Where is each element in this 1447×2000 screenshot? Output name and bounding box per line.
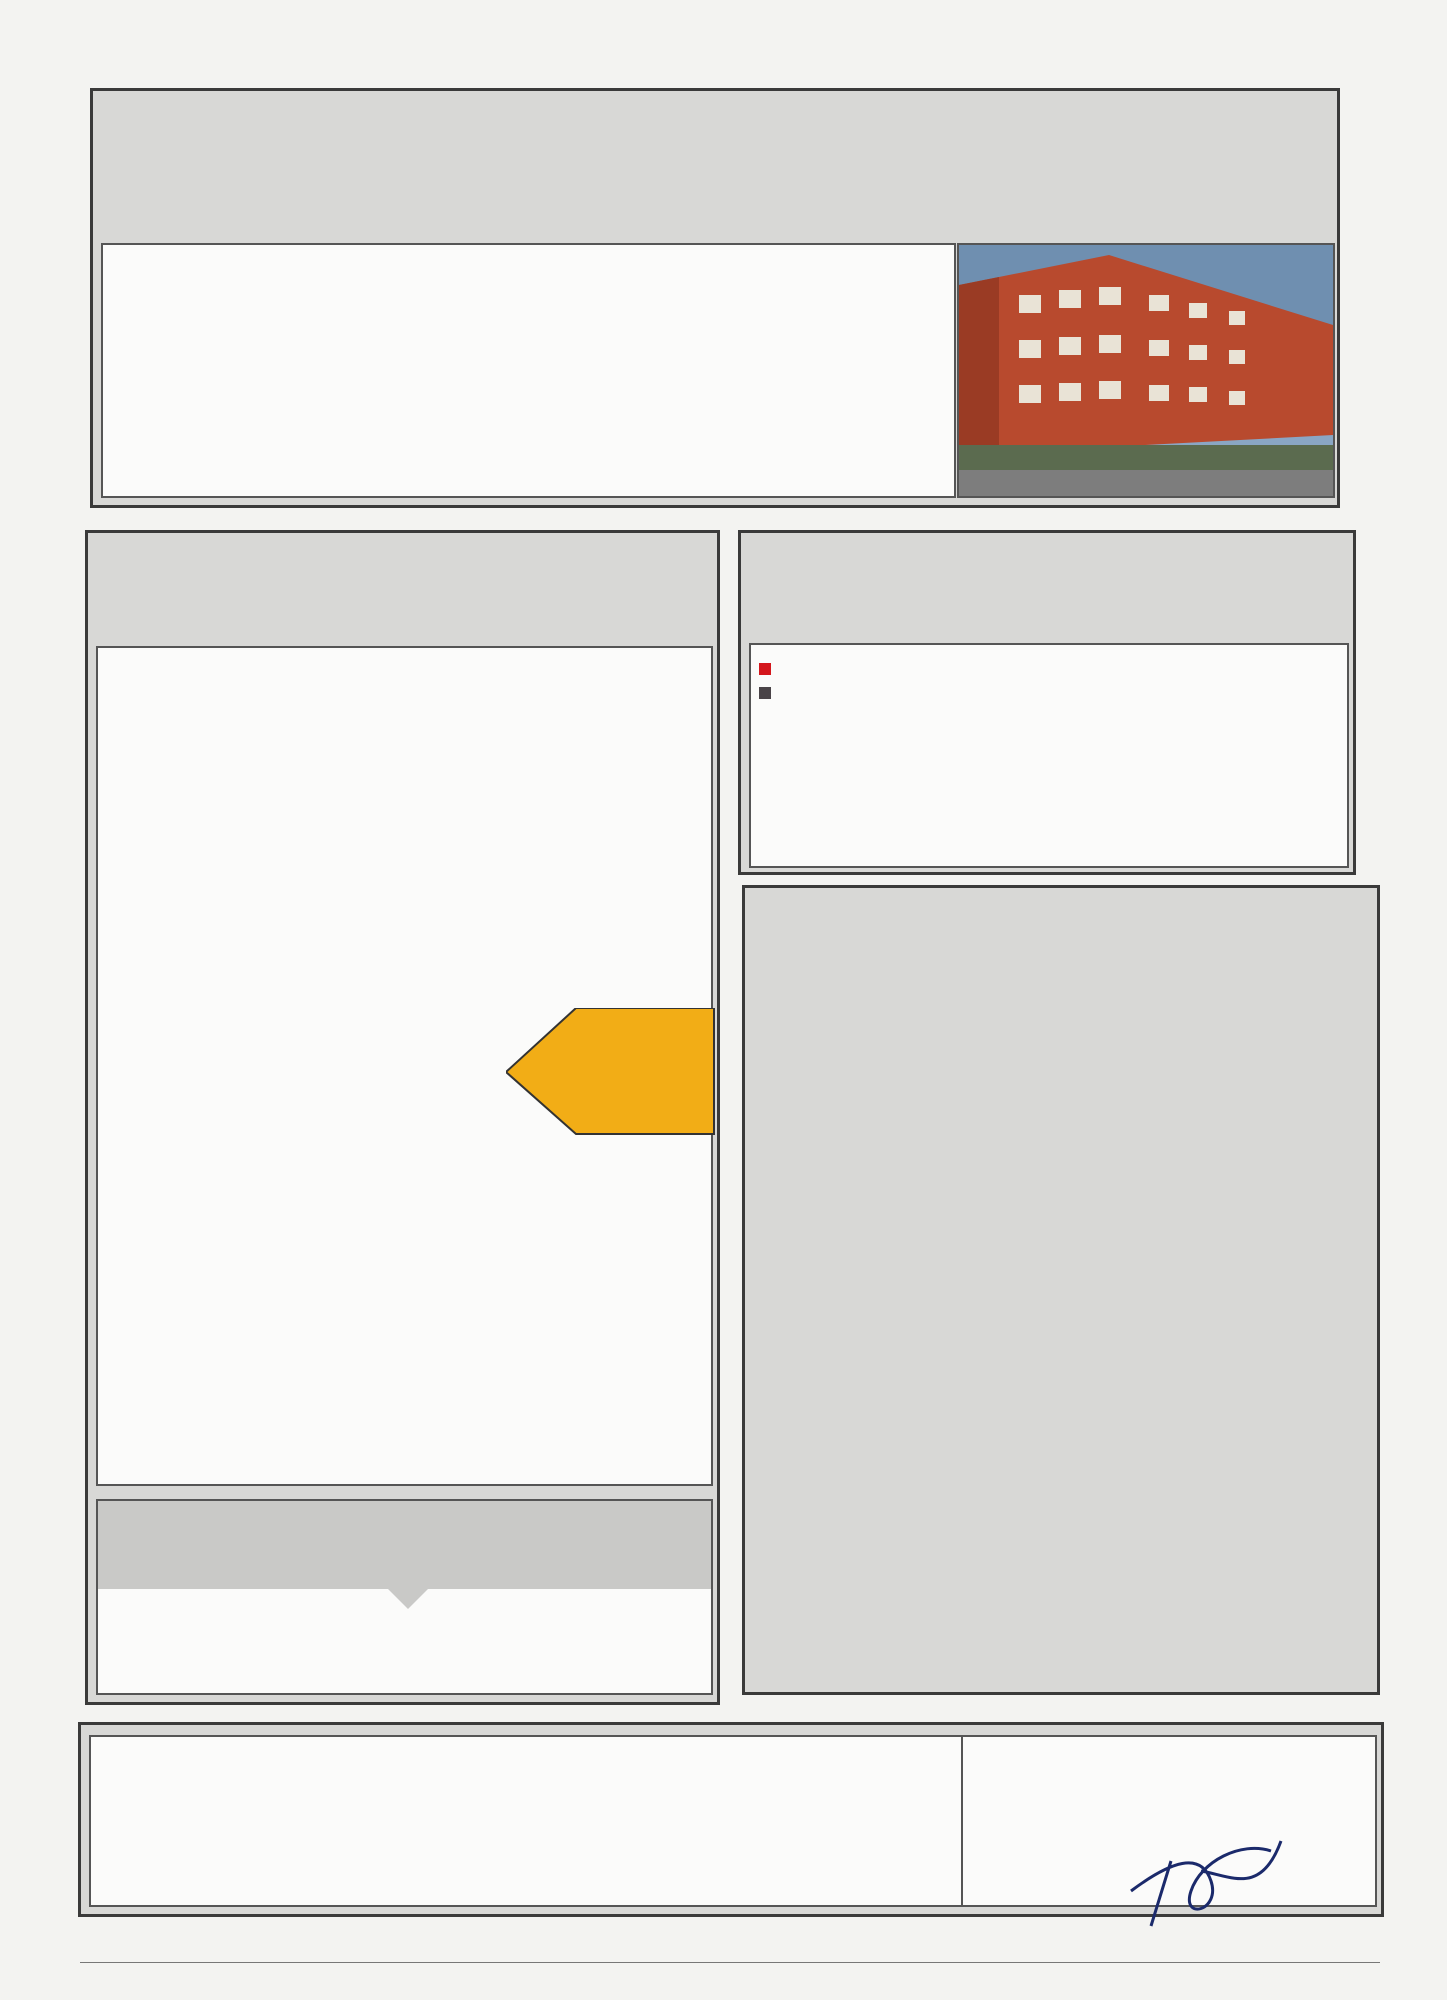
class-scale — [96, 646, 713, 1486]
energy-split-panel — [738, 530, 1356, 875]
footer-divider — [961, 1737, 963, 1905]
legend-swatch-electricity — [759, 687, 771, 699]
legend-gas — [759, 659, 774, 678]
header-panel — [90, 88, 1340, 508]
requirement-pointer — [386, 1587, 430, 1609]
page-rule — [80, 1962, 1380, 1963]
building-info — [101, 243, 956, 498]
legend-electricity — [759, 683, 774, 702]
classification-panel — [85, 530, 720, 1705]
footer-info — [89, 1735, 1377, 1907]
requirement-header — [98, 1501, 711, 1589]
footer-panel — [78, 1722, 1384, 1917]
indicators-panel — [742, 885, 1380, 1695]
legend-swatch-gas — [759, 663, 771, 675]
building-photo — [957, 243, 1335, 498]
energy-pie — [1143, 657, 1343, 857]
current-class-marker — [506, 1008, 716, 1140]
energy-split-chart — [749, 643, 1349, 868]
requirement-box — [96, 1499, 713, 1695]
signature — [1111, 1821, 1291, 1931]
